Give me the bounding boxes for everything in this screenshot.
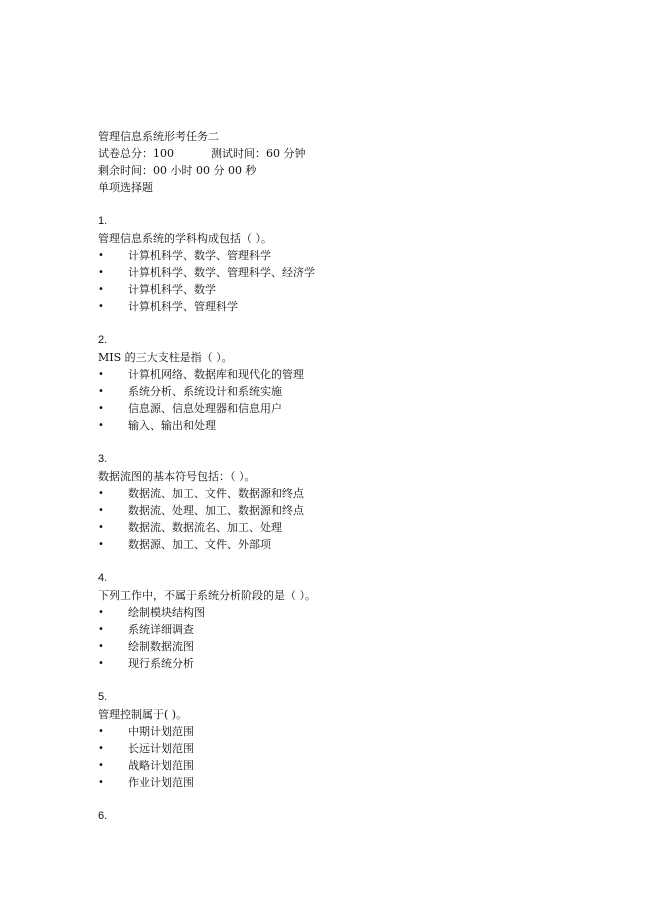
- answer-option[interactable]: [98, 502, 568, 519]
- answer-option[interactable]: [98, 400, 568, 417]
- answer-option-text: 系统详细调查: [128, 623, 194, 636]
- bullet-icon: •: [98, 539, 104, 550]
- time-value: 60 分钟: [266, 147, 306, 160]
- answer-option-text: 计算机科学、数学、管理科学、经济学: [128, 266, 315, 279]
- bullet-icon: •: [98, 522, 104, 533]
- bullet-icon: •: [98, 420, 104, 431]
- question-block: [98, 808, 568, 825]
- question-number: 3.: [98, 453, 108, 465]
- answer-option-text: 长远计划范围: [128, 742, 194, 755]
- question-prompt: 下列工作中，不属于系统分析阶段的是（ ）。: [98, 589, 316, 602]
- document-title: 管理信息系统形考任务二: [98, 130, 219, 143]
- exam-document: [98, 128, 568, 825]
- answer-option-text: 数据流、加工、文件、数据源和终点: [128, 487, 304, 500]
- answer-option[interactable]: [98, 655, 568, 672]
- answer-option[interactable]: [98, 723, 568, 740]
- question-prompt: 管理信息系统的学科构成包括（ ）。: [98, 232, 272, 245]
- answer-option[interactable]: [98, 638, 568, 655]
- question-list: [98, 213, 568, 825]
- answer-option-text: 战略计划范围: [128, 759, 194, 772]
- question-block: [98, 689, 568, 791]
- bullet-icon: •: [98, 658, 104, 669]
- answer-option-text: 计算机科学、数学: [128, 283, 216, 296]
- answer-option[interactable]: [98, 366, 568, 383]
- bullet-icon: •: [98, 386, 104, 397]
- answer-option[interactable]: [98, 485, 568, 502]
- bullet-icon: •: [98, 250, 104, 261]
- question-block: [98, 332, 568, 434]
- answer-option[interactable]: [98, 774, 568, 791]
- answer-option[interactable]: [98, 383, 568, 400]
- answer-option-text: 输入、输出和处理: [128, 419, 216, 432]
- answer-option[interactable]: [98, 281, 568, 298]
- answer-option-text: 作业计划范围: [128, 776, 194, 789]
- bullet-icon: •: [98, 403, 104, 414]
- bullet-icon: •: [98, 743, 104, 754]
- bullet-icon: •: [98, 760, 104, 771]
- bullet-icon: •: [98, 726, 104, 737]
- remaining-time: 剩余时间：00 小时 00 分 00 秒: [98, 164, 257, 177]
- answer-option[interactable]: [98, 247, 568, 264]
- answer-option-text: 绘制数据流图: [128, 640, 194, 653]
- answer-option[interactable]: [98, 536, 568, 553]
- answer-option-text: 系统分析、系统设计和系统实施: [128, 385, 282, 398]
- bullet-icon: •: [98, 267, 104, 278]
- question-block: [98, 451, 568, 553]
- answer-option[interactable]: [98, 298, 568, 315]
- question-prompt: MIS 的三大支柱是指（ ）。: [98, 351, 233, 364]
- question-prompt: 数据流图的基本符号包括：（ ）。: [98, 470, 256, 483]
- answer-option[interactable]: [98, 417, 568, 434]
- question-number: 5.: [98, 691, 108, 703]
- exam-info-line: [98, 145, 568, 162]
- question-block: [98, 213, 568, 315]
- question-prompt: 管理控制属于( )。: [98, 708, 188, 721]
- question-number: 2.: [98, 334, 108, 346]
- bullet-icon: •: [98, 777, 104, 788]
- bullet-icon: •: [98, 301, 104, 312]
- question-number: 6.: [98, 810, 108, 822]
- answer-option-text: 计算机科学、管理科学: [128, 300, 238, 313]
- answer-option[interactable]: [98, 621, 568, 638]
- answer-option-text: 数据流、处理、加工、数据源和终点: [128, 504, 304, 517]
- question-block: [98, 570, 568, 672]
- bullet-icon: •: [98, 488, 104, 499]
- answer-option[interactable]: [98, 264, 568, 281]
- section-heading: 单项选择题: [98, 181, 153, 194]
- answer-option-text: 数据源、加工、文件、外部项: [128, 538, 271, 551]
- answer-option[interactable]: [98, 604, 568, 621]
- score-value: 100: [153, 147, 174, 160]
- answer-option-text: 数据流、数据流名、加工、处理: [128, 521, 282, 534]
- answer-option-text: 计算机网络、数据库和现代化的管理: [128, 368, 304, 381]
- answer-option-text: 现行系统分析: [128, 657, 194, 670]
- answer-option[interactable]: [98, 519, 568, 536]
- answer-option[interactable]: [98, 740, 568, 757]
- time-label: 测试时间：: [211, 147, 266, 160]
- answer-option-text: 中期计划范围: [128, 725, 194, 738]
- bullet-icon: •: [98, 505, 104, 516]
- answer-option-text: 信息源、信息处理器和信息用户: [128, 402, 282, 415]
- answer-option[interactable]: [98, 757, 568, 774]
- answer-option-text: 计算机科学、数学、管理科学: [128, 249, 271, 262]
- bullet-icon: •: [98, 624, 104, 635]
- question-number: 4.: [98, 572, 108, 584]
- bullet-icon: •: [98, 607, 104, 618]
- question-number: 1.: [98, 215, 108, 227]
- score-label: 试卷总分：: [98, 147, 153, 160]
- bullet-icon: •: [98, 369, 104, 380]
- answer-option-text: 绘制模块结构图: [128, 606, 205, 619]
- bullet-icon: •: [98, 284, 104, 295]
- bullet-icon: •: [98, 641, 104, 652]
